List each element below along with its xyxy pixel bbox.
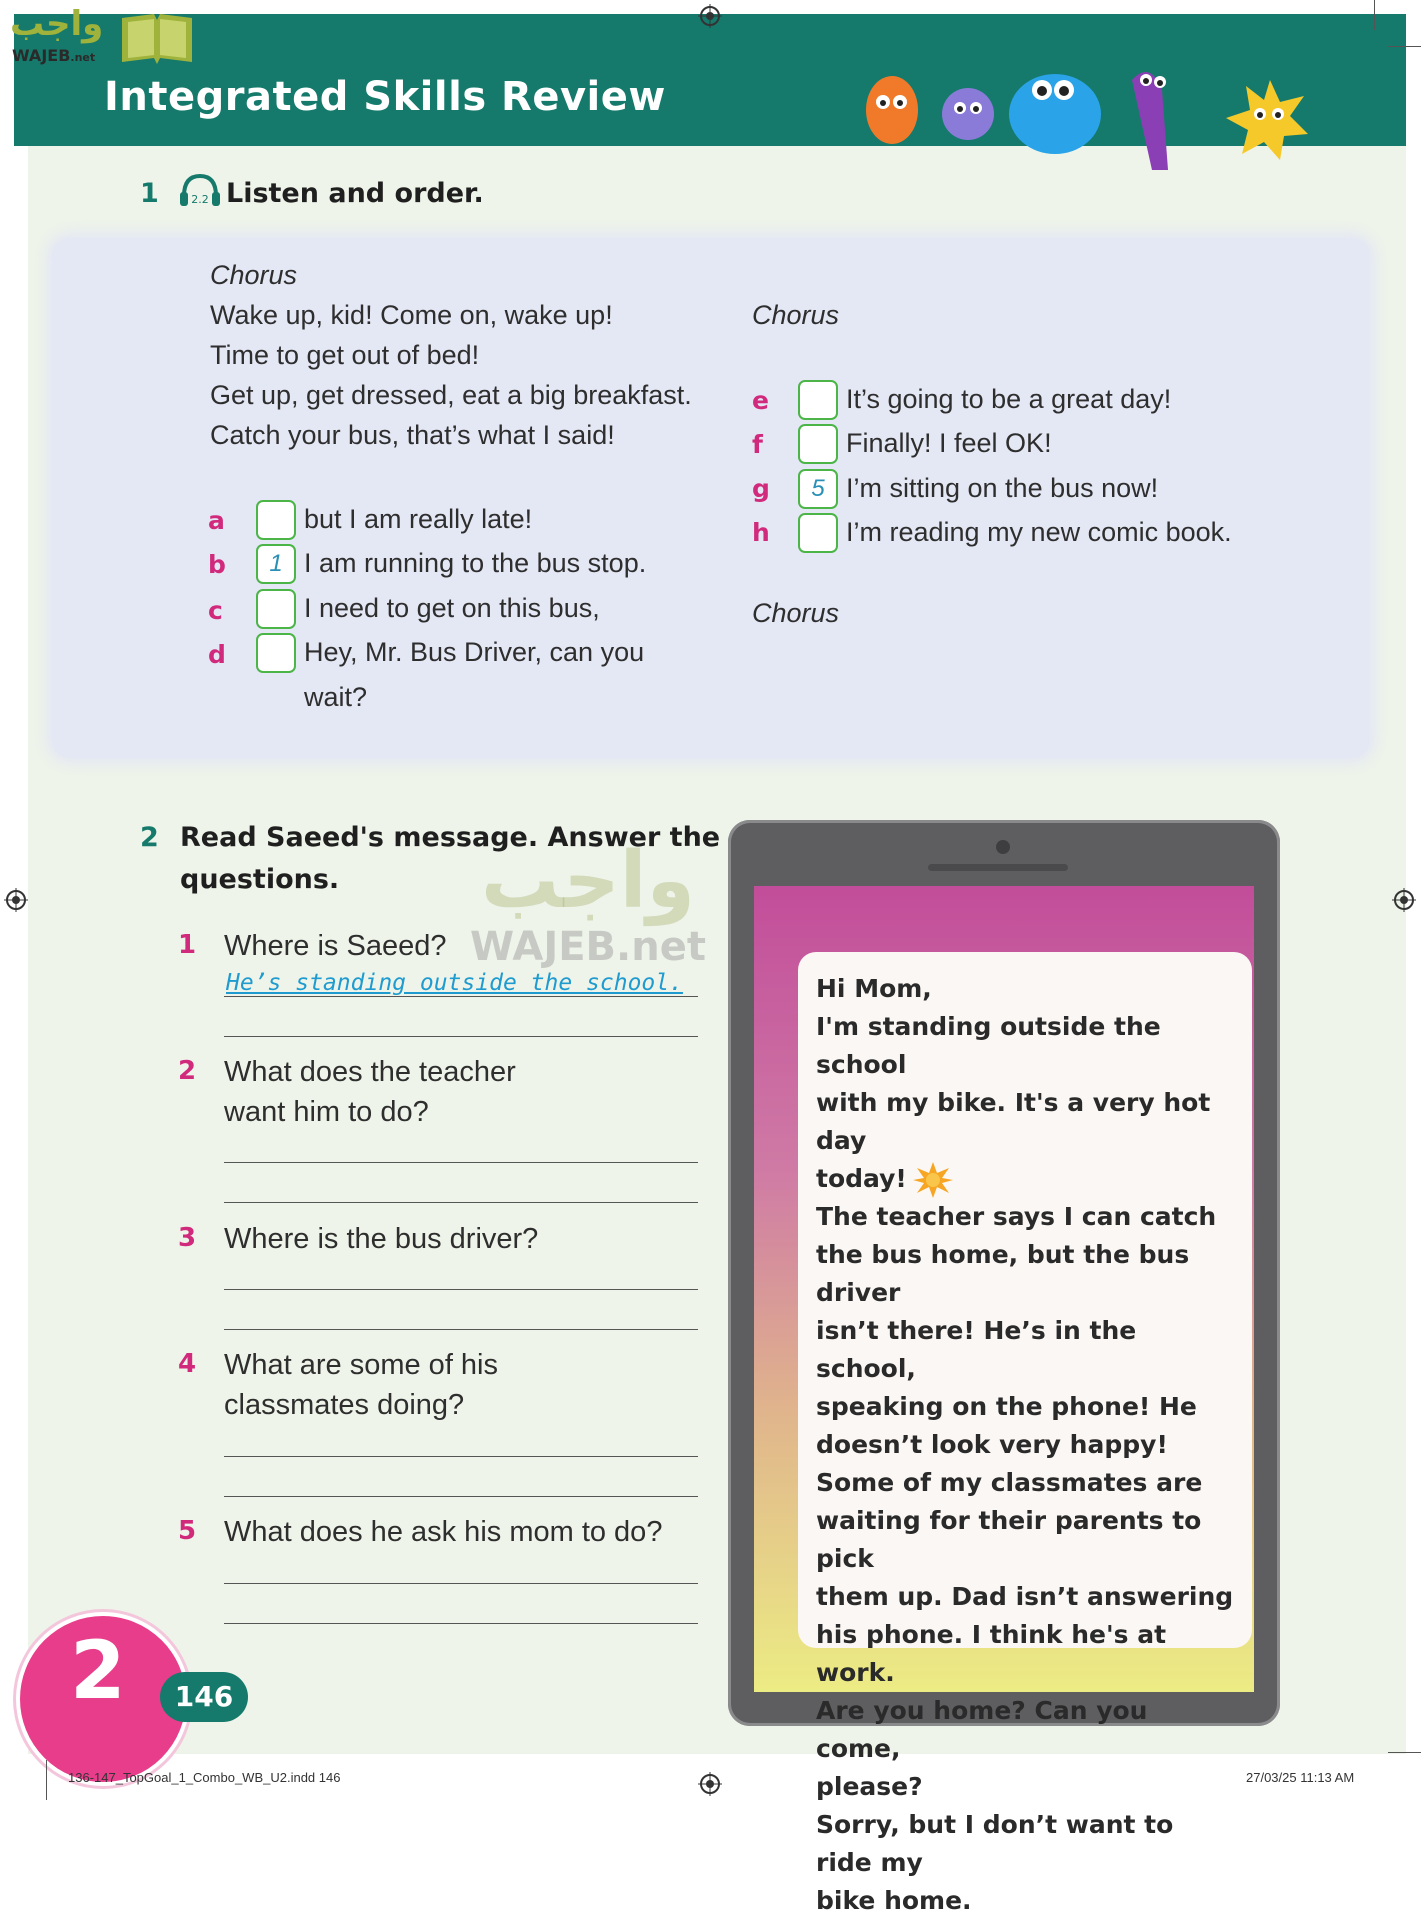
message-line: with my bike. It's a very hot day <box>816 1088 1211 1155</box>
message-line-text: today! <box>816 1164 907 1193</box>
item-letter: c <box>208 596 223 625</box>
chorus-line: Time to get out of bed! <box>210 340 480 370</box>
message-line: Sorry, but I don’t want to ride my <box>816 1810 1174 1877</box>
page-number: 146 <box>160 1672 248 1722</box>
item-letter: h <box>752 518 770 547</box>
message-line: Are you home? Can you come, <box>816 1696 1148 1763</box>
item-text: Finally! I feel OK! <box>846 428 1052 458</box>
camera-icon <box>996 840 1010 854</box>
message-line: waiting for their parents to pick <box>816 1506 1202 1573</box>
file-info: 136-147_TopGoal_1_Combo_WB_U2.indd 146 <box>68 1770 341 1785</box>
question-text: What are some of his <box>224 1349 498 1381</box>
message-line: Hi Mom, <box>816 974 932 1003</box>
question-text-continued: classmates doing? <box>224 1389 465 1421</box>
answer-line[interactable] <box>224 1289 698 1290</box>
message-line: isn’t there! He’s in the school, <box>816 1316 1137 1383</box>
answer-box[interactable]: 5 <box>798 469 838 509</box>
crop-mark <box>46 1760 47 1800</box>
creatures-illustration <box>850 50 1350 195</box>
message-line <box>816 1160 1236 1198</box>
message-line: The teacher says I can catch <box>816 1202 1217 1231</box>
question-number: 1 <box>178 930 197 960</box>
question-text: What does the teacher <box>224 1056 516 1088</box>
answer-box[interactable] <box>256 633 296 673</box>
answer-line[interactable] <box>224 1202 698 1203</box>
answer-box[interactable] <box>256 589 296 629</box>
message-line: please? <box>816 1772 923 1801</box>
message-line: his phone. I think he's at work. <box>816 1620 1167 1687</box>
answer-box[interactable] <box>798 513 838 553</box>
item-letter: g <box>752 474 770 503</box>
wajeb-watermark <box>468 838 708 970</box>
answer-box[interactable]: 1 <box>256 544 296 584</box>
question-number: 3 <box>178 1223 197 1253</box>
message-line: doesn’t look very happy! <box>816 1430 1168 1459</box>
exercise1-instruction: Listen and order. <box>226 178 484 209</box>
unit-number: 2 <box>70 1624 126 1717</box>
item-letter: b <box>208 550 226 579</box>
item-text: I am running to the bus stop. <box>304 548 647 578</box>
item-letter: a <box>208 506 225 535</box>
item-text: but I am really late! <box>304 504 533 534</box>
message-line: them up. Dad isn’t answering <box>816 1582 1234 1611</box>
answer-line[interactable] <box>224 1036 698 1037</box>
question-text-continued: want him to do? <box>224 1096 429 1128</box>
item-text: I’m reading my new comic book. <box>846 517 1232 547</box>
headphones-icon[interactable] <box>178 172 222 208</box>
item-letter: d <box>208 640 226 669</box>
crop-mark <box>1388 1752 1421 1753</box>
exercise2-instruction-continued: questions. <box>180 864 340 895</box>
message-line: I'm standing outside the school <box>816 1012 1161 1079</box>
message-line: the bus home, but the bus driver <box>816 1240 1190 1307</box>
question-text: Where is the bus driver? <box>224 1223 539 1255</box>
message-line: bike home. <box>816 1886 972 1915</box>
chorus-line: Wake up, kid! Come on, wake up! <box>210 300 613 330</box>
item-text: I need to get on this bus, <box>304 593 600 623</box>
exercise1-number: 1 <box>140 178 159 209</box>
logo-english: WAJEB.net <box>12 46 96 65</box>
page-title: Integrated Skills Review <box>104 74 666 120</box>
item-text: It’s going to be a great day! <box>846 384 1172 414</box>
wajeb-logo[interactable] <box>10 4 190 66</box>
message-line: Some of my classmates are <box>816 1468 1203 1497</box>
chorus-label: Chorus <box>210 260 298 290</box>
question-number: 5 <box>178 1516 197 1546</box>
chorus-line: Get up, get dressed, eat a big breakfast. <box>210 380 692 410</box>
item-letter: f <box>752 430 763 459</box>
track-number: 2.2 <box>191 193 209 206</box>
question-number: 2 <box>178 1056 197 1086</box>
book-icon <box>118 8 196 66</box>
answer-line[interactable] <box>224 1496 698 1497</box>
answer-line[interactable] <box>224 1456 698 1457</box>
watermark-english: WAJEB.net <box>470 924 706 970</box>
saeed-message <box>816 970 1236 1920</box>
crop-mark <box>1374 0 1375 30</box>
question-text: What does he ask his mom to do? <box>224 1516 663 1548</box>
sun-icon <box>913 1162 953 1198</box>
exercise2-instruction: Read Saeed's message. Answer the <box>180 822 721 853</box>
item-text-continued: wait? <box>304 682 368 712</box>
handwritten-answer[interactable]: He’s standing outside the school. <box>226 970 683 996</box>
question-text: Where is Saeed? <box>224 930 447 962</box>
answer-line[interactable] <box>224 1329 698 1330</box>
item-text: I’m sitting on the bus now! <box>846 473 1159 503</box>
chorus-line: Catch your bus, that’s what I said! <box>210 420 615 450</box>
answer-box[interactable] <box>798 380 838 420</box>
print-date: 27/03/25 11:13 AM <box>1246 1770 1355 1785</box>
crop-mark <box>1388 46 1421 47</box>
chorus-label: Chorus <box>752 598 840 628</box>
answer-line[interactable] <box>224 1583 698 1584</box>
answer-box[interactable] <box>256 500 296 540</box>
watermark-arabic: واجب <box>480 836 695 926</box>
item-text: Hey, Mr. Bus Driver, can you <box>304 637 645 667</box>
message-line: speaking on the phone! He <box>816 1392 1197 1421</box>
answer-box[interactable] <box>798 424 838 464</box>
answer-line[interactable] <box>224 996 698 997</box>
registration-mark-icon <box>698 1772 722 1796</box>
registration-mark-icon <box>1392 888 1416 912</box>
answer-line[interactable] <box>224 1162 698 1163</box>
answer-line[interactable] <box>224 1623 698 1624</box>
registration-mark-icon <box>698 4 722 28</box>
speaker-slot <box>928 864 1068 871</box>
item-letter: e <box>752 386 769 415</box>
chorus-label: Chorus <box>752 300 840 330</box>
exercise2-number: 2 <box>140 822 159 853</box>
logo-arabic: واجب <box>10 4 104 44</box>
registration-mark-icon <box>4 888 28 912</box>
question-number: 4 <box>178 1349 197 1379</box>
